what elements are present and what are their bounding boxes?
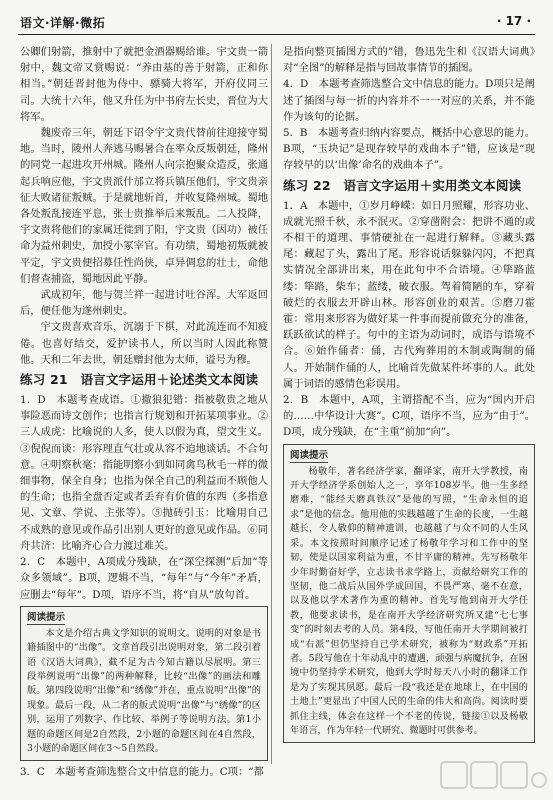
- answer-q1: 1．D 本题考查成语。①撤狼犯错：指被敬贵之地从事险恶而诗文创作；也指言行规划和开拓某项事业。②三人成虎：比喻说的人多，使人以假为真，望文生义。③倪倪而谈：形容理直气壮或从容不迫地谈话。不合句意。④明察秋毫：指能明察小到如同禽鸟秋毛一样的微细事物，保全自身；也指为保全自己的利益而不顾他人的生命；也指全盘否定或者丢弃有价值的东西（多指意见、文章、学说、主张等）。⑤抛砖引玉：比喻用自己不成熟的意见或作品引出别人更好的意见或作品。⑥同舟共济：比喻齐心合力渡过难关。: [20, 394, 268, 552]
- section-22-heading: 练习 22 语言文字运用＋实用类文本阅读: [283, 177, 522, 193]
- reading-tips-box: [20, 606, 268, 762]
- reading-tips-box: [283, 444, 535, 744]
- translation-paragraph: 魏废帝三年，朝廷下诏令宇文贵代替前往迎接守蜀地。当时，陵州人奔逃马赐暑合在率众反叛朝廷，隆州的同党一起进攻开州城。隆州人向宗抱聚众造反，张通起兵响应他，宇文贵派什邡立将兵镇压他们，宇文贵亲征大败诸征叛贼。于是就地斩首，并收复隆州城。蜀地各处叛乱接连平息，张士贵推举后来叛乱。二人投降，宇文贵将他们的家属迁徙到了阳，宇文贵（因功）被任命为益州刺史，加授小冢宰官。有功绩，蜀地初叛就被平定，宇文贵便招募任性尚侠，卓异倜怠的壮士，命他们督查捕盗，蜀地因此平静。: [20, 127, 268, 285]
- answer-q2: 2．C 本题中，A项成分残缺，在“深空探测”后加“等众多领域”。B项，逻辑不当，“每年”与“今年”矛盾，应删去“每年”。D项，语序不当，将“自从”放句首。: [20, 556, 268, 601]
- page-number: · 17 ·: [496, 14, 531, 28]
- page-header: [18, 8, 535, 35]
- left-column: [20, 44, 268, 781]
- answer-q5: 5．B 本题考查归纳内容要点，概括中心意思的能力。B项，“玉块记”是现存较早的戏曲本子”错，应该是“现存较早的以‘出像’命名的戏曲本子”。: [283, 127, 535, 172]
- answer-q4: 4．D 本题考查筛选整合文中信息的能力。D项只是阐述了插图与每一折的内容并不一一对应的关系，并不能作为该句的论据。: [283, 78, 535, 123]
- column-divider: [271, 44, 272, 764]
- answer-q2: 2．B 本题中，A项，主谓搭配不当，应为“国内开启的……中华设计大赛”。C项，语序不当，应为“由于”。D项，成分残缺，在“主重”前加“向”。: [283, 394, 535, 439]
- reading-tips-body: 本文是介绍古典文学知识的说明文。说明的对象是书籍插图中的“出像”。文章首段引出说明对象，第二段引着语《汉语大词典》，截不足为古今知古籍以尽展明。第三段举例说明“出像”的两种解释，比较“出像”的画法和雕版。第四段说明“出像”和“绣像”并在，重点说明“出像”的现象。最后一段，从二者的版式说明“出像”与“绣像”的区别，运用了列数字、作比较、举例子等说明方法。第1小题的命题区间是2自然段，2小题的命题区间在4自然段，3小题的命题区间在3～5自然段。: [27, 627, 261, 754]
- watermark-logo: [439, 756, 549, 796]
- translation-paragraph: 公卿们射箭，推射中了就把金酒器赐给谁。宇文贵一箭射中，魏文帝又赏赐说：“养由基的善于射箭，正和你相当。”朝廷晋封他为侍中、骠骑大将军，开府仪同三司。大统十六年，他又升任为中书府左长史，晋位为大将军。: [20, 46, 268, 123]
- translation-paragraph: 武成初年，他与贺兰祥一起进讨吐谷浑。大军返回后，便任他为遂州刺史。: [20, 289, 268, 318]
- section-21-heading: 练习 21 语言文字运用＋论述类文本阅读: [20, 372, 259, 388]
- answer-q3: 3．C 本题考查筛选整合文中信息的能力。C项：“都: [20, 766, 264, 779]
- answer-q1: 1．A 本题中，①岁月峥嵘：如日月照耀，形容功业、成就光照千秋，永不泯灭。②穿凿附会：把讲不通的或不相干的道理、事情硬扯在一起进行解释。③藏头露尾：藏起了头，露出了尾。形容说话躲躲闪闪，不把真实情况全部讲出来，用在此句中不合语境。④筚路蓝缕：筚路，柴车；蓝缕，破衣服。驾着简陋的车，穿着破烂的衣服去开辟山林。形容创业的艰苦。⑤磨刀霍霍：常用来形容为做好某一件事而提前做充分的准备，跃跃欲试的样子。句中的主语为动词时，成语与语境不合。⑥始作俑者：俑，古代殉葬用的木制或陶制的俑人。开始制作俑的人，比喻首先做某件坏事的人。此处属于词语的感情色彩误用。: [283, 199, 535, 390]
- reading-tips-body: 杨敬年，著名经济学家，翻译家，南开大学教授，南开大学经济学系创始人之一，享年108岁半。他一生多经磨难，“能经天磨真铁汉”是他的写照，“生命永恒的追求”是他的信念。他用他的实践越越了生命的长度，一生越越长，令人敬仰的精神遗训，也越越了与众不同的人生风采。本文按照时间顺序记述了杨敬年学习和工作中的坚韧，使是以国家利益为重，不甘平庸的精神。先写杨敬年少年时勤奋好学，立志读书求学路上，贡献给研究工作的坚韧，他二战后从国外学成回国，不畏严寒、毫不在意，以及他以学术著作为重的精神。首先写他到南开大学任教，他要求读书，是在南开大学经济研究所又建“七七事变”的时刻去考的人员。第4段，写他任南开大学期间被打成“右派”但仍坚持自己学术研究，被称为“财政系”开拓者。5段写他在十年动乱中的遭遇，顽强与病魔抗争，在困境中仍坚持学术研究，他到大学时每天八小时的翻译工作是为了实现其夙愿。最后一段“我还是在地球上，在中国的土地上”更显出了中国人民的生命的伟大和高尚。阅读时要抓住主线，体会在这样一个不老的传说，链接①以及杨敬年语言，作为年轻一代研究、微题时可供参考。: [290, 465, 528, 736]
- translation-paragraph: 宇文贵喜欢音乐，沉溺于下棋，对此流连而不知疲倦。也喜好结交，爱护读书人，所以当时人因此称赞他。天和二年去世，朝廷赠封他为太师，谥号为穆。: [20, 321, 268, 366]
- answer-continuation: 是指向整页插图方式的”错，鲁迅先生和《汉语大词典》对“全图”的解释是指与回故事情节的插图。: [283, 46, 535, 75]
- reading-tips-title: 阅读提示: [290, 449, 329, 461]
- reading-tips-title: 阅读提示: [27, 611, 66, 623]
- book-title: 语文·详解·微拓: [20, 16, 106, 30]
- right-column: [283, 44, 535, 746]
